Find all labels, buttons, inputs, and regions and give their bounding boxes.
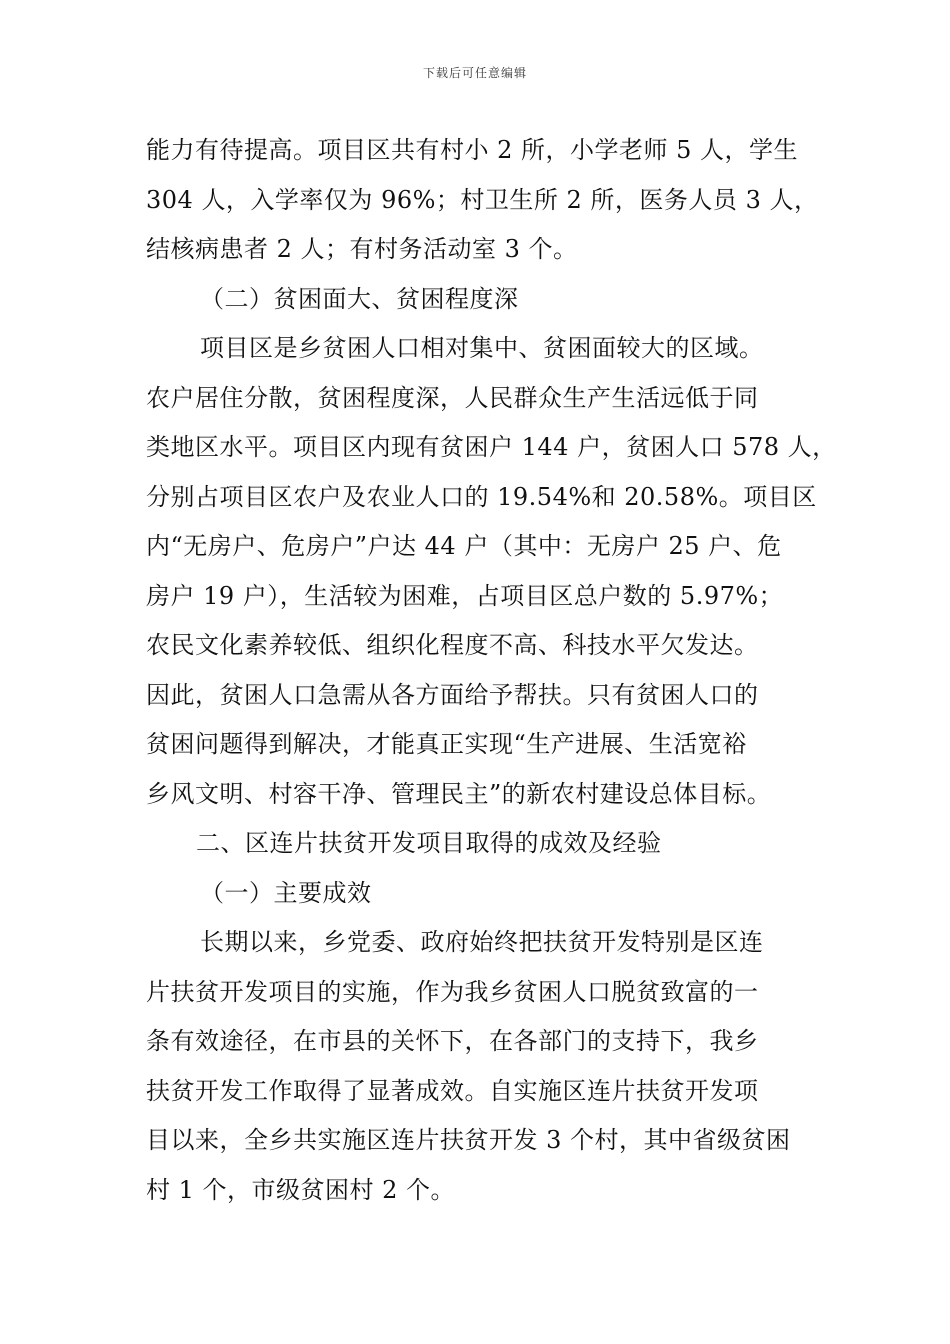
text-line: 因此，贫困人口急需从各方面给予帮扶。只有贫困人口的 [146,680,759,709]
text-line: 农民文化素养较低、组织化程度不高、科技水平欠发达。 [146,631,759,659]
subsection-heading: （一）主要成效 [200,878,372,907]
text-line: 贫困问题得到解决，才能真正实现“生产进展、生活宽裕 [146,730,747,758]
text-line: 结核病患者 2 人；有村务活动室 3 个。 [146,235,578,263]
text-line: 条有效途径，在市县的关怀下，在各部门的支持下，我乡 [146,1027,759,1055]
text-line: 能力有待提高。项目区共有村小 2 所，小学老师 5 人，学生 [146,136,799,164]
text-line: 目以来，全乡共实施区连片扶贫开发 3 个村，其中省级贫困 [146,1126,791,1154]
paragraph-start: 长期以来，乡党委、政府始终把扶贫开发特别是区连 [200,928,764,956]
text-line: 片扶贫开发项目的实施，作为我乡贫困人口脱贫致富的一 [146,977,759,1006]
text-line: 分别占项目区农户及农业人口的 19.54%和 20.58%。项目区 [146,482,817,511]
text-line: 内“无房户、危房户”户达 44 户（其中：无房户 25 户、危 [146,532,782,560]
page-header: 下载后可任意编辑 [422,66,527,80]
text-line: 扶贫开发工作取得了显著成效。自实施区连片扶贫开发项 [146,1076,759,1105]
text-line: 村 1 个，市级贫困村 2 个。 [146,1175,456,1204]
section-heading: （二）贫困面大、贫困程度深 [200,284,519,313]
section-heading: 二、区连片扶贫开发项目取得的成效及经验 [196,829,662,857]
text-line: 乡风文明、村容干净、管理民主”的新农村建设总体目标。 [146,779,772,808]
text-line: 农户居住分散，贫困程度深，人民群众生产生活远低于同 [146,383,759,412]
text-line: 304 人，入学率仅为 96%；村卫生所 2 所，医务人员 3 人， [146,185,819,214]
text-line: 类地区水平。项目区内现有贫困户 144 户，贫困人口 578 人， [146,433,837,461]
document-body [146,126,837,1215]
text-line: 房户 19 户），生活较为困难，占项目区总户数的 5.97%； [146,581,784,610]
paragraph-start: 项目区是乡贫困人口相对集中、贫困面较大的区域。 [200,334,764,362]
